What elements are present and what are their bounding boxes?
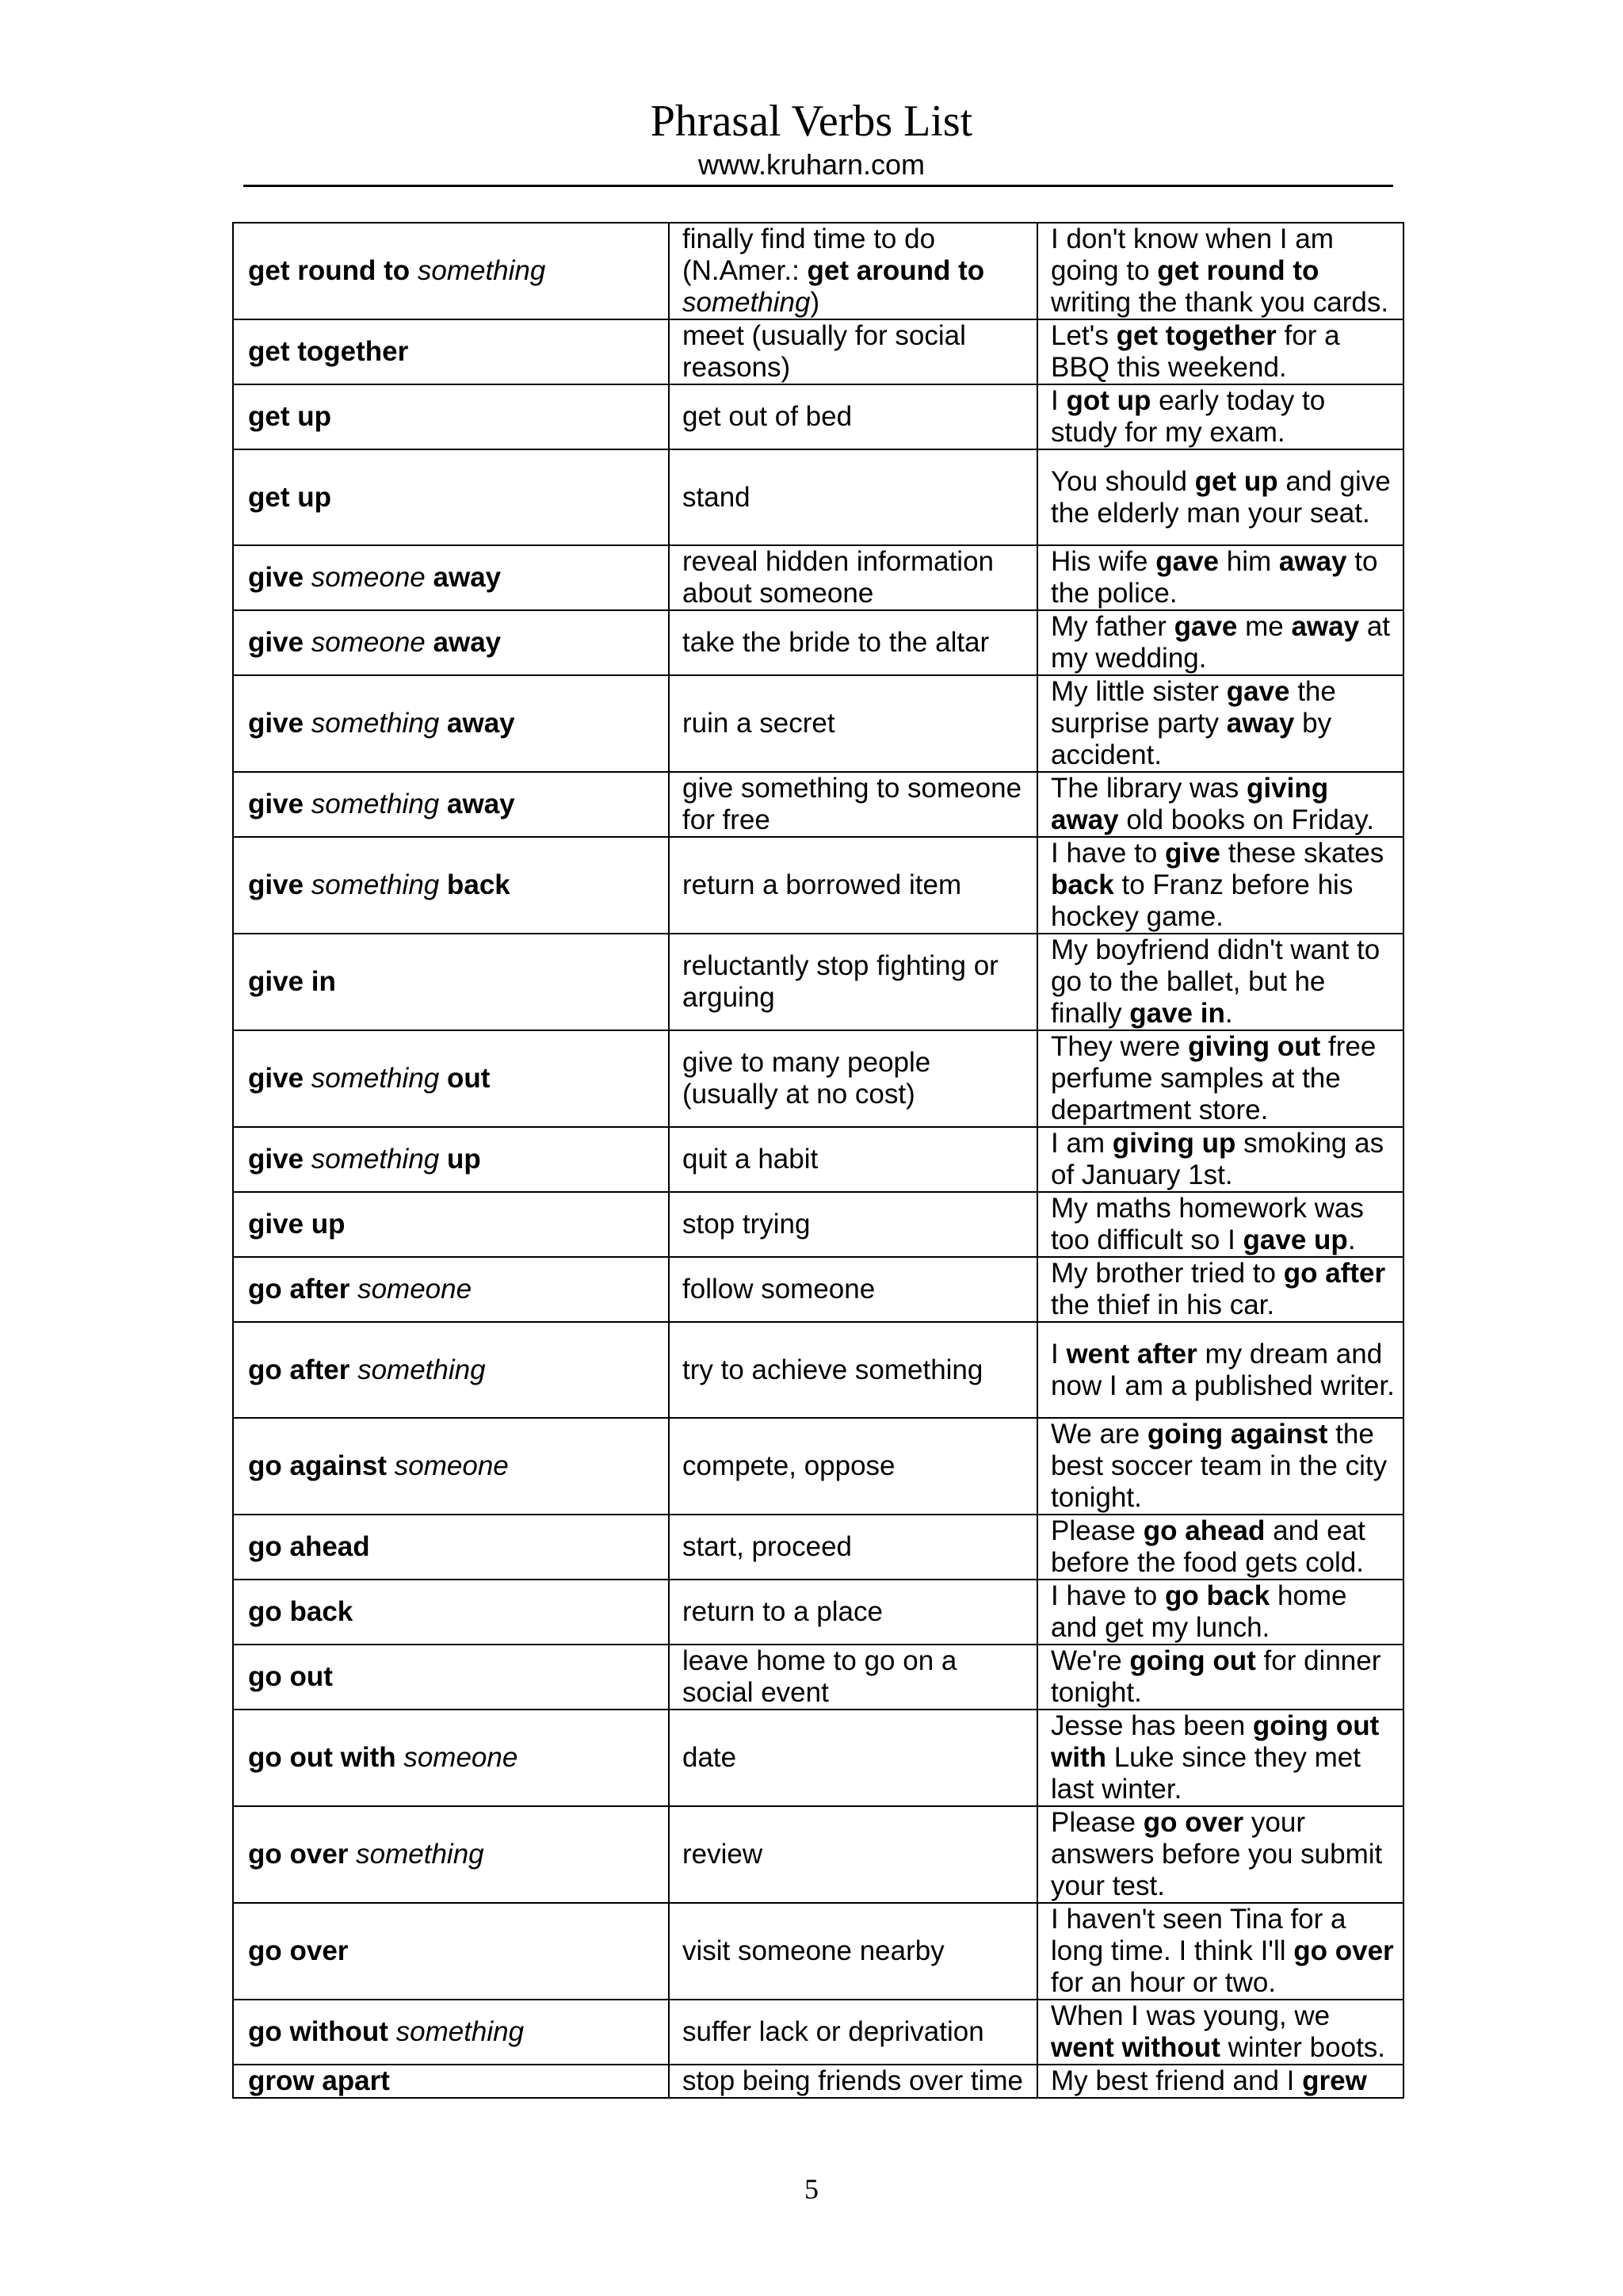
bold-text: go over	[248, 1839, 349, 1870]
phrasal-verb-cell	[233, 1257, 669, 1322]
example-cell	[1037, 1580, 1403, 1645]
text: give to many people (usually at no cost)	[682, 1047, 931, 1110]
table-body	[233, 223, 1403, 2098]
text: )	[810, 287, 820, 318]
text	[388, 2016, 396, 2047]
bold-text: give	[248, 1063, 304, 1094]
meaning-cell	[669, 772, 1037, 837]
text	[426, 627, 433, 658]
example-cell	[1037, 1710, 1403, 1806]
table-row	[233, 1127, 1403, 1192]
bold-text: go ahead	[1143, 1515, 1266, 1546]
text: You should	[1051, 465, 1195, 497]
text: follow someone	[682, 1274, 876, 1305]
text: visit someone nearby	[682, 1935, 945, 1966]
meaning-cell	[669, 837, 1037, 934]
example-cell	[1037, 1418, 1403, 1515]
text: My best friend and I	[1051, 2065, 1303, 2096]
italic-text: someone	[311, 562, 426, 593]
text: the surprise party	[1051, 676, 1336, 739]
table-row	[233, 1710, 1403, 1806]
text: date	[682, 1742, 737, 1773]
bold-text: get up	[1194, 465, 1278, 497]
text: me	[1237, 611, 1292, 642]
text: and eat before the food gets cold.	[1051, 1515, 1365, 1578]
text: stop trying	[682, 1209, 811, 1240]
meaning-cell	[669, 1322, 1037, 1418]
bold-text: go after	[248, 1354, 350, 1385]
phrasal-verb-cell	[233, 772, 669, 837]
text: Let's	[1051, 320, 1117, 351]
bold-text: go against	[248, 1450, 388, 1481]
phrasal-verb-cell	[233, 675, 669, 772]
bold-text: went after	[1066, 1338, 1197, 1370]
text: I don't know when I am going to	[1051, 223, 1334, 286]
meaning-cell	[669, 610, 1037, 675]
text: .	[1347, 1224, 1356, 1255]
bold-text: go without	[248, 2016, 388, 2047]
text: I am	[1051, 1128, 1113, 1159]
meaning-cell	[669, 1127, 1037, 1192]
bold-text: gave	[1226, 676, 1290, 707]
text: review	[682, 1839, 763, 1870]
bold-text: give	[1164, 838, 1221, 869]
table-row	[233, 1580, 1403, 1645]
meaning-cell	[669, 1580, 1037, 1645]
meaning-cell	[669, 449, 1037, 545]
table-row	[233, 1418, 1403, 1515]
text: When I was young, we	[1051, 2000, 1331, 2031]
meaning-cell	[669, 1806, 1037, 1903]
example-cell	[1037, 772, 1403, 837]
bold-text: go over	[248, 1935, 349, 1966]
meaning-cell	[669, 1192, 1037, 1257]
text: reluctantly stop fighting or arguing	[682, 950, 999, 1013]
bold-text: get together	[1116, 320, 1277, 351]
text: finally find time to do (N.Amer.:	[682, 223, 936, 286]
bold-text: gave in	[1129, 998, 1225, 1029]
example-cell	[1037, 1903, 1403, 2000]
text: compete, oppose	[682, 1450, 896, 1481]
bold-text: get round to	[248, 255, 411, 286]
table-row	[233, 384, 1403, 449]
text: I have to	[1051, 838, 1165, 869]
phrasal-verb-cell	[233, 837, 669, 934]
text: your answers before you submit your test.	[1051, 1807, 1383, 1901]
bold-text: away	[1291, 611, 1360, 642]
text	[387, 1450, 395, 1481]
italic-text: something	[357, 1354, 486, 1385]
italic-text: something	[311, 1144, 440, 1175]
bold-text: give	[248, 869, 304, 900]
bold-text: go back	[1164, 1580, 1270, 1611]
phrasal-verb-cell	[233, 1127, 669, 1192]
phrasal-verb-cell	[233, 223, 669, 319]
bold-text: went without	[1051, 2032, 1220, 2063]
example-cell	[1037, 449, 1403, 545]
table-row	[233, 1322, 1403, 1418]
example-cell	[1037, 837, 1403, 934]
bold-text: go ahead	[248, 1531, 370, 1562]
bold-text: get around to	[807, 255, 985, 286]
table-row	[233, 2065, 1403, 2098]
bold-text: give	[248, 789, 304, 819]
header-divider	[243, 185, 1393, 187]
text: I	[1051, 1338, 1067, 1370]
italic-text: someone	[403, 1742, 518, 1773]
text: meet (usually for social reasons)	[682, 320, 966, 383]
example-cell	[1037, 223, 1403, 319]
bold-text: away	[447, 708, 515, 739]
text: My maths homework was too difficult so I	[1051, 1193, 1364, 1255]
phrasal-verb-cell	[233, 1903, 669, 2000]
phrasal-verb-cell	[233, 1515, 669, 1580]
bold-text: giving up	[1112, 1128, 1236, 1159]
table-row	[233, 449, 1403, 545]
text: him	[1219, 546, 1279, 577]
text: reveal hidden information about someone	[682, 546, 995, 609]
text: my dream and now I am a published writer.	[1051, 1338, 1395, 1401]
text: the best soccer team in the city tonight.	[1051, 1419, 1388, 1513]
text: at my wedding.	[1051, 611, 1391, 674]
bold-text: get round to	[1157, 255, 1319, 286]
text: to Franz before his hockey game.	[1051, 869, 1354, 932]
bold-text: gave up	[1243, 1224, 1348, 1255]
table-row	[233, 2000, 1403, 2065]
example-cell	[1037, 1257, 1403, 1322]
italic-text: someone	[357, 1274, 472, 1305]
table-row	[233, 934, 1403, 1030]
text: start, proceed	[682, 1531, 852, 1562]
page-title: Phrasal Verbs List	[650, 97, 973, 146]
phrasal-verb-cell	[233, 1710, 669, 1806]
text: for dinner tonight.	[1051, 1645, 1381, 1708]
text: Please	[1051, 1515, 1144, 1546]
bold-text: give up	[248, 1209, 346, 1240]
bold-text: giving away	[1051, 773, 1329, 835]
phrasal-verb-cell	[233, 1322, 669, 1418]
table-row	[233, 223, 1403, 319]
text: We're	[1051, 1645, 1130, 1676]
text: Please	[1051, 1807, 1144, 1838]
bold-text: get up	[248, 401, 331, 432]
text: My little sister	[1051, 676, 1227, 707]
example-cell	[1037, 545, 1403, 610]
text: try to achieve something	[682, 1354, 983, 1385]
bold-text: give in	[248, 966, 336, 997]
italic-text: someone	[394, 1450, 509, 1481]
example-cell	[1037, 1806, 1403, 1903]
text: quit a habit	[682, 1144, 819, 1175]
text	[304, 789, 311, 819]
meaning-cell	[669, 1418, 1037, 1515]
text	[426, 562, 433, 593]
example-cell	[1037, 2000, 1403, 2065]
phrasal-verb-cell	[233, 610, 669, 675]
meaning-cell	[669, 2000, 1037, 2065]
table-row	[233, 1257, 1403, 1322]
text	[304, 1063, 311, 1094]
text: Jesse has been	[1051, 1710, 1253, 1741]
bold-text: giving out	[1188, 1031, 1321, 1062]
bold-text: going out	[1129, 1645, 1256, 1676]
table-row	[233, 1030, 1403, 1127]
bold-text: going against	[1147, 1419, 1328, 1450]
bold-text: go out with	[248, 1742, 396, 1773]
meaning-cell	[669, 223, 1037, 319]
example-cell	[1037, 384, 1403, 449]
meaning-cell	[669, 1030, 1037, 1127]
text	[304, 869, 311, 900]
italic-text: something	[311, 869, 440, 900]
bold-text: give	[248, 627, 304, 658]
text	[439, 1063, 447, 1094]
text: His wife	[1051, 546, 1156, 577]
bold-text: away	[433, 627, 502, 658]
bold-text: back	[447, 869, 510, 900]
meaning-cell	[669, 934, 1037, 1030]
example-cell	[1037, 1645, 1403, 1710]
bold-text: get up	[248, 481, 331, 513]
text: The library was	[1051, 773, 1247, 804]
table-row	[233, 319, 1403, 384]
bold-text: go out	[248, 1661, 333, 1692]
bold-text: go back	[248, 1596, 353, 1627]
text: and give the elderly man your seat.	[1051, 465, 1391, 529]
bold-text: up	[447, 1144, 481, 1175]
italic-text: something	[311, 1063, 440, 1094]
table-row	[233, 772, 1403, 837]
bold-text: give	[248, 708, 304, 739]
text: ruin a secret	[682, 708, 835, 739]
text: return a borrowed item	[682, 869, 962, 900]
italic-text: something	[417, 255, 546, 286]
phrasal-verb-cell	[233, 1580, 669, 1645]
bold-text: grew	[1302, 2065, 1367, 2096]
text	[348, 1839, 356, 1870]
text	[349, 1354, 357, 1385]
meaning-cell	[669, 384, 1037, 449]
bold-text: going out with	[1051, 1710, 1380, 1773]
meaning-cell	[669, 1515, 1037, 1580]
text: the thief in his car.	[1051, 1289, 1275, 1320]
phrasal-verb-cell	[233, 934, 669, 1030]
italic-text: something	[356, 1839, 484, 1870]
phrasal-verb-cell	[233, 384, 669, 449]
example-cell	[1037, 1515, 1403, 1580]
text: return to a place	[682, 1596, 883, 1627]
example-cell	[1037, 934, 1403, 1030]
text: suffer lack or deprivation	[682, 2016, 984, 2047]
phrasal-verb-cell	[233, 1030, 669, 1127]
text: My brother tried to	[1051, 1258, 1284, 1289]
text	[349, 1274, 357, 1305]
text: get out of bed	[682, 401, 853, 432]
text: leave home to go on a social event	[682, 1645, 957, 1708]
table-row	[233, 1806, 1403, 1903]
text	[304, 562, 311, 593]
text: They were	[1051, 1031, 1189, 1062]
text: for a BBQ this weekend.	[1051, 320, 1340, 383]
text: old books on Friday.	[1118, 804, 1374, 835]
italic-text: something	[682, 287, 811, 318]
text: I have to	[1051, 1580, 1165, 1611]
example-cell	[1037, 1127, 1403, 1192]
table-row	[233, 675, 1403, 772]
text: writing the thank you cards.	[1051, 287, 1389, 318]
text	[439, 789, 447, 819]
text: I haven't seen Tina for a long time. I think I'll	[1051, 1904, 1346, 1966]
text: stop being friends over time	[682, 2065, 1023, 2096]
bold-text: away	[433, 562, 502, 593]
bold-text: go after	[1283, 1258, 1386, 1289]
text: give something to someone for free	[682, 773, 1022, 835]
example-cell	[1037, 2065, 1403, 2098]
text	[439, 869, 447, 900]
text: My boyfriend didn't want to go to the ballet, but he finally	[1051, 934, 1381, 1029]
phrasal-verb-cell	[233, 2000, 669, 2065]
bold-text: give	[248, 562, 304, 593]
phrasal-verb-cell	[233, 1418, 669, 1515]
phrasal-verbs-table	[232, 222, 1404, 2099]
text: I	[1051, 385, 1067, 416]
text: My father	[1051, 611, 1174, 642]
italic-text: something	[311, 708, 440, 739]
text	[410, 255, 418, 286]
text	[304, 627, 311, 658]
italic-text: something	[395, 2016, 525, 2047]
example-cell	[1037, 1322, 1403, 1418]
table-row	[233, 1192, 1403, 1257]
phrasal-verb-cell	[233, 1645, 669, 1710]
phrasal-verb-cell	[233, 1192, 669, 1257]
italic-text: someone	[311, 627, 426, 658]
text	[304, 1144, 311, 1175]
text: for an hour or two.	[1051, 1967, 1277, 1998]
bold-text: away	[447, 789, 515, 819]
meaning-cell	[669, 675, 1037, 772]
meaning-cell	[669, 1710, 1037, 1806]
meaning-cell	[669, 319, 1037, 384]
bold-text: go over	[1143, 1807, 1244, 1838]
phrasal-verb-cell	[233, 2065, 669, 2098]
meaning-cell	[669, 1257, 1037, 1322]
phrasal-verb-cell	[233, 545, 669, 610]
phrasal-verb-cell	[233, 1806, 669, 1903]
bold-text: gave	[1174, 611, 1238, 642]
table-row	[233, 1903, 1403, 2000]
example-cell	[1037, 1192, 1403, 1257]
table-row	[233, 545, 1403, 610]
text: by accident.	[1051, 708, 1332, 770]
table-row	[233, 837, 1403, 934]
text: home and get my lunch.	[1051, 1580, 1347, 1643]
text: winter boots.	[1220, 2032, 1386, 2063]
example-cell	[1037, 1030, 1403, 1127]
meaning-cell	[669, 1645, 1037, 1710]
text	[439, 1144, 447, 1175]
italic-text: something	[311, 789, 440, 819]
bold-text: out	[447, 1063, 491, 1094]
text	[304, 708, 311, 739]
phrasal-verb-cell	[233, 449, 669, 545]
table-row	[233, 1515, 1403, 1580]
text: Luke since they met last winter.	[1051, 1742, 1361, 1805]
text: these skates	[1220, 838, 1384, 869]
example-cell	[1037, 610, 1403, 675]
text: stand	[682, 481, 750, 513]
meaning-cell	[669, 545, 1037, 610]
bold-text: away	[1226, 708, 1295, 739]
text: early today to study for my exam.	[1051, 385, 1326, 448]
text: free perfume samples at the department store.	[1051, 1031, 1377, 1125]
table-row	[233, 1645, 1403, 1710]
bold-text: grow apart	[248, 2065, 390, 2096]
bold-text: got up	[1066, 385, 1151, 416]
page-number: 5	[804, 2173, 819, 2205]
text: We are	[1051, 1419, 1148, 1450]
text: .	[1224, 998, 1233, 1029]
text: to the police.	[1051, 546, 1378, 609]
meaning-cell	[669, 2065, 1037, 2098]
example-cell	[1037, 319, 1403, 384]
bold-text: get together	[248, 336, 409, 367]
bold-text: go over	[1293, 1935, 1394, 1966]
text: smoking as of January 1st.	[1051, 1128, 1384, 1190]
bold-text: back	[1051, 869, 1114, 900]
phrasal-verb-cell	[233, 319, 669, 384]
text	[396, 1742, 404, 1773]
bold-text: gave	[1155, 546, 1220, 577]
website-url: www.kruharn.com	[697, 148, 926, 181]
bold-text: go after	[248, 1274, 350, 1305]
meaning-cell	[669, 1903, 1037, 2000]
table-row	[233, 610, 1403, 675]
bold-text: give	[248, 1144, 304, 1175]
example-cell	[1037, 675, 1403, 772]
text	[439, 708, 447, 739]
bold-text: away	[1278, 546, 1347, 577]
text: take the bride to the altar	[682, 627, 990, 658]
